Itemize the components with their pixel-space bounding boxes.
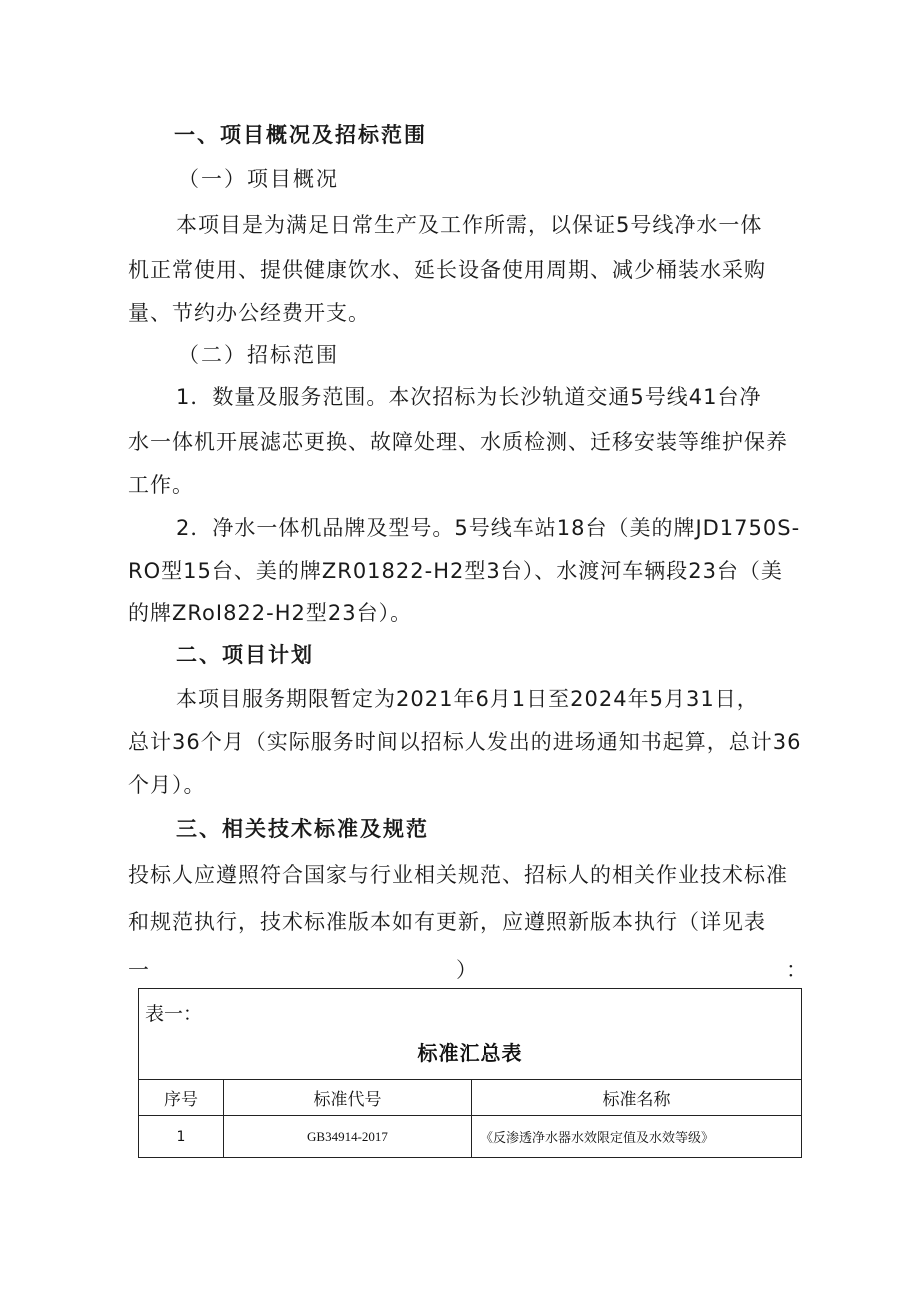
plan-line-2: 总计36个月（实际服务时间以招标人发出的进场通知书起算，总计36	[128, 730, 802, 754]
table-row	[139, 1115, 801, 1157]
standards-table	[138, 988, 802, 1158]
scope-item1-line-3: 工作。	[128, 473, 194, 497]
section2-heading: 二、项目计划	[176, 643, 314, 667]
scope-item1-line-1: 1．数量及服务范围。本次招标为长沙轨道交通5号线41台净	[176, 385, 762, 409]
overview-line-2: 机正常使用、提供健康饮水、延长设备使用周期、减少桶装水采购	[128, 258, 766, 282]
standards-line-3-paren: ）	[456, 958, 478, 982]
subsection2-heading: （二）招标范围	[178, 343, 339, 367]
subsection1-heading: （一）项目概况	[178, 167, 339, 191]
plan-line-3: 个月）。	[128, 773, 206, 797]
standards-line-2: 和规范执行，技术标准版本如有更新，应遵照新版本执行（详见表	[128, 910, 766, 934]
overview-line-3: 量、节约办公经费开支。	[128, 301, 370, 325]
table-title: 标准汇总表	[417, 1041, 523, 1065]
scope-item2-line-1: 2．净水一体机品牌及型号。5号线车站18台（美的牌JD1750S-	[176, 516, 801, 540]
section1-heading: 一、项目概况及招标范围	[174, 123, 427, 147]
overview-line-1: 本项目是为满足日常生产及工作所需，以保证5号线净水一体	[176, 213, 763, 237]
header-code: 标准代号	[223, 1080, 471, 1115]
scope-item2-line-3: 的牌ZRoI822-H2型23台）。	[128, 601, 413, 625]
header-name: 标准名称	[471, 1080, 801, 1115]
standards-line-3-colon: ：	[786, 958, 808, 982]
section3-heading: 三、相关技术标准及规范	[176, 817, 429, 841]
header-index: 序号	[164, 1090, 198, 1110]
scope-item2-line-2: RO型15台、美的牌ZR01822-H2型3台）、水渡河车辆段23台（美	[128, 559, 783, 583]
row-index: 1	[176, 1128, 186, 1145]
table-header-row	[139, 1079, 801, 1115]
table-label: 表一：	[145, 1003, 203, 1025]
standards-line-1: 投标人应遵照符合国家与行业相关规范、招标人的相关作业技术标准	[128, 863, 788, 887]
plan-line-1: 本项目服务期限暂定为2021年6月1日至2024年5月31日，	[176, 687, 759, 711]
standards-line-3-start: 一	[128, 958, 150, 982]
scope-item1-line-2: 水一体机开展滤芯更换、故障处理、水质检测、迁移安装等维护保养	[128, 430, 788, 454]
row-name: 《反渗透净水器水效限定值及水效等级》	[471, 1116, 801, 1157]
row-code: GB34914-2017	[223, 1116, 471, 1157]
